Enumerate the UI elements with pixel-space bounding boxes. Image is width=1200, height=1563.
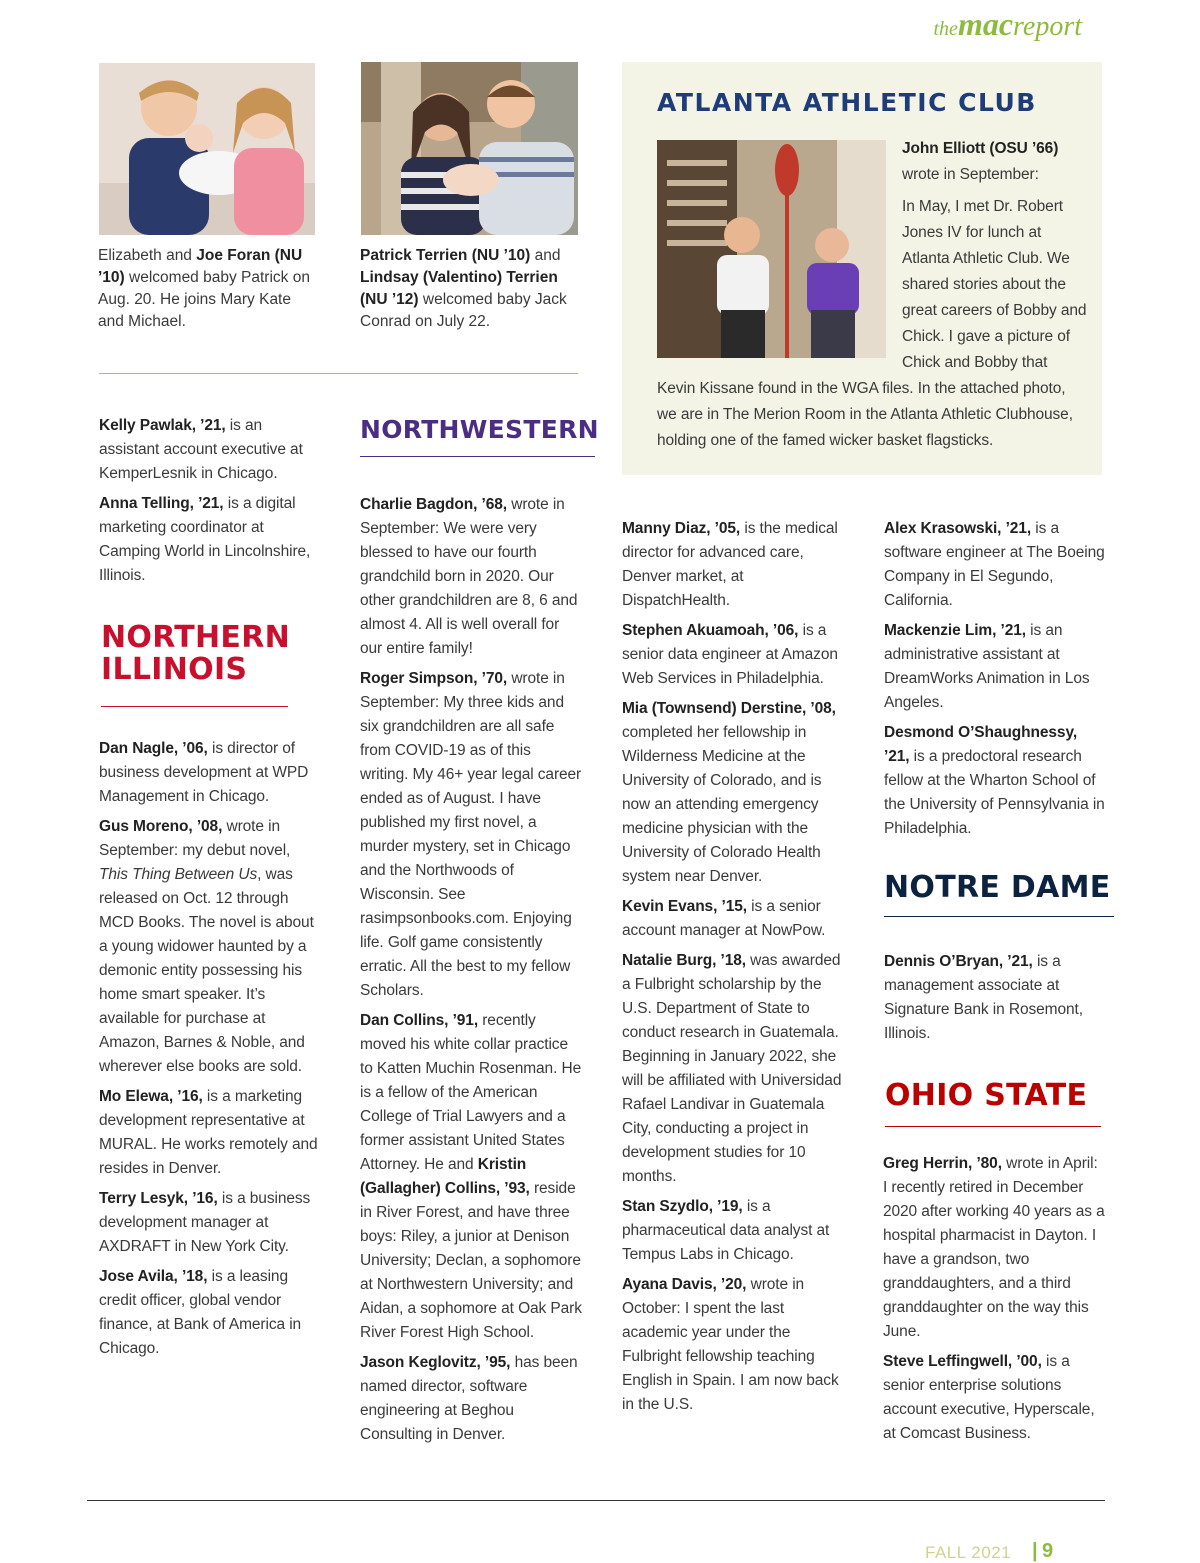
ohio-state-heading: OHIO STATE [885,1078,1088,1113]
column-1-top [99,414,314,594]
northwestern-rule [360,456,595,457]
list-item [622,517,844,613]
photo-aac-flagstick [657,140,886,358]
logo-mac: mac [957,6,1014,42]
alum-note: is a leasing credit officer, global vendor finance, at Bank of America in Chicago. [99,1268,302,1357]
alum-name: Stan Szydlo, ’19, [622,1198,743,1215]
book-title: This Thing Between Us [99,866,258,883]
alum-note: is director of business development at WPD Management in Chicago. [99,740,309,805]
list-item [99,1085,319,1181]
photo-foran-children [99,63,315,235]
aac-lead: wrote in September: [902,166,1039,183]
alum-name: Steve Leffingwell, ’00, [883,1353,1042,1370]
column-4-bottom [883,1152,1105,1452]
ohio-state-rule [885,1126,1101,1127]
list-item [622,1273,844,1417]
alum-name: Ayana Davis, ’20, [622,1276,747,1293]
photo-terrien-family [361,62,578,235]
alum-name: Manny Diaz, ’05, [622,520,741,537]
list-item [360,1351,582,1447]
list-item [99,815,319,1079]
caption-text: welcomed baby Jack Conrad on July 22. [360,291,567,330]
aac-author: John Elliott (OSU ’66) [902,140,1059,157]
alum-note: is a senior account manager at NowPow. [622,898,826,939]
list-item [884,950,1106,1046]
list-item [99,737,319,809]
alum-note: recently moved his white collar practice to Katten Muchin Rosenman. He is a fellow of the American College of Trial Lawyers and a former assistant United States Attorney. He and [360,1012,582,1173]
caption-text: Elizabeth and [98,247,197,264]
aac-intro [902,136,1092,188]
northwestern-heading: NORTHWESTERN [360,415,599,444]
caption-name: Joe Foran (NU ’10) [98,247,303,286]
column-1-bottom [99,737,319,1367]
alum-name: Kelly Pawlak, ’21, [99,417,226,434]
list-item [883,1350,1105,1446]
column-2 [360,493,582,1453]
aac-body-top: In May, I met Dr. Robert Jones IV for lunch at Atlanta Athletic Club. We shared stories about the great careers of Bobby and Chick. I gave a picture of Chick and Bobby that [902,198,1087,371]
list-item [360,1009,582,1345]
alum-note: is the medical director for advanced care, Denver market, at DispatchHealth. [622,520,838,609]
list-item [99,1187,319,1259]
notre-dame-heading: NOTRE DAME [884,870,1111,905]
list-item [883,1152,1105,1344]
list-item [360,493,582,661]
alum-note: is an assistant account executive at KemperLesnik in Chicago. [99,417,303,482]
alum-note: reside in River Forest, and have three boys: Riley, a junior at Denison University; Declan, a sophomore at Northwestern University; and Aidan, a sophomore at Oak Park River Forest High School. [360,1180,582,1341]
niu-rule [101,706,288,707]
alum-note: wrote in September: my debut novel, [99,818,291,859]
list-item [884,517,1106,613]
alum-note: is a management associate at Signature Bank in Rosemont, Illinois. [884,953,1083,1042]
alum-name: Mo Elewa, ’16, [99,1088,203,1105]
list-item [622,895,844,943]
list-item [884,721,1106,841]
page-number: 9 [1042,1540,1054,1562]
alum-note: is a software engineer at The Boeing Company in El Segundo, California. [884,520,1105,609]
alum-name: Greg Herrin, ’80, [883,1155,1002,1172]
alum-note: is a pharmaceutical data analyst at Tempus Labs in Chicago. [622,1198,830,1263]
alum-name: Kevin Evans, ’15, [622,898,747,915]
alum-note: is a predoctoral research fellow at the Wharton School of the University of Pennsylvania in Philadelphia. [884,748,1105,837]
alum-note: wrote in September: My three kids and six grandchildren are all safe from COVID-19 as of this writing. My 46+ year legal career ended as of August. I have published my first novel, a murder mystery, set in Chicago and the Northwoods of Wisconsin. See rasimpsonbooks.com. Enjoying life. Golf game consistently erratic. All the best to my fellow Scholars. [360,670,582,999]
list-item [99,1265,319,1361]
list-item [622,619,844,691]
caption-name: Lindsay (Valentino) Terrien (NU ’12) [360,269,558,308]
alum-note: is an administrative assistant at DreamWorks Animation in Los Angeles. [884,622,1090,711]
alum-name: Gus Moreno, ’08, [99,818,223,835]
caption-name: Patrick Terrien (NU ’10) [360,247,531,264]
caption-text: and [530,247,561,264]
alum-note: wrote in October: I spent the last academic year under the Fulbright fellowship teaching English in Spain. I am now back in the U.S. [622,1276,839,1413]
logo-the: the [933,18,958,40]
alum-note: is a digital marketing coordinator at Camping World in Lincolnshire, Illinois. [99,495,311,584]
aac-heading: ATLANTA ATHLETIC CLUB [657,88,1037,117]
alum-note: is a marketing development representative at MURAL. He works remotely and resides in Denver. [99,1088,318,1177]
alum-name: Jason Keglovitz, ’95, [360,1354,511,1371]
list-item [99,414,314,486]
caption-foran [98,245,318,333]
list-item [360,667,582,1003]
alum-note: wrote in April: I recently retired in December 2020 after working 40 years as a hospital pharmacist in Dayton. I have a grandson, two granddaughters, and a third granddaughter on the way this June. [883,1155,1105,1340]
niu-heading-line1: NORTHERN [101,620,291,655]
alum-note: is a business development manager at AXDRAFT in New York City. [99,1190,311,1255]
list-item [622,697,844,889]
column-4-mid [884,950,1106,1052]
alum-name: Alex Krasowski, ’21, [884,520,1032,537]
alum-name: Roger Simpson, ’70, [360,670,508,687]
footer-rule [87,1500,1105,1501]
list-item [622,1195,844,1267]
alum-name: Kristin (Gallagher) Collins, ’93, [360,1156,530,1197]
column-4-top [884,517,1106,847]
alum-note: was awarded a Fulbright scholarship by the U.S. Department of State to conduct research in Guatemala. Beginning in January 2022, she will be affiliated with Universidad Rafael Landivar in Guatemala City, conducting a project in development studies for 10 months. [622,952,842,1185]
alum-name: Dan Collins, ’91, [360,1012,479,1029]
alum-name: Mia (Townsend) Derstine, ’08, [622,700,836,717]
alum-name: Dan Nagle, ’06, [99,740,208,757]
niu-heading [101,622,311,685]
alum-note: wrote in September: We were very blessed to have our fourth grandchild born in 2020. Our other grandchildren are 8, 6 and almost 4. All is well overall for our entire family! [360,496,578,657]
alum-note: , was released on Oct. 12 through MCD Books. The novel is about a young widower haunted by a demonic entity possessing his home smart speaker. It’s available for purchase at Amazon, Barnes & Noble, and wherever else books are sold. [99,866,314,1075]
notre-dame-rule [884,916,1114,917]
niu-heading-line2: ILLINOIS [101,651,248,687]
alum-note: has been named director, software engineering at Beghou Consulting in Denver. [360,1354,578,1443]
caption-terrien [360,245,580,333]
alum-name: Anna Telling, ’21, [99,495,224,512]
alum-name: Natalie Burg, ’18, [622,952,746,969]
alum-note: is a senior enterprise solutions account executive, Hyperscale, at Comcast Business. [883,1353,1095,1442]
alum-name: Dennis O’Bryan, ’21, [884,953,1033,970]
alum-name: Jose Avila, ’18, [99,1268,208,1285]
alum-name: Desmond O’Shaughnessy, ’21, [884,724,1078,765]
list-item [99,492,314,588]
alum-note: completed her fellowship in Wilderness Medicine at the University of Colorado, and is now an attending emergency medicine physician with the University of Colorado Health system near Denver. [622,724,822,885]
footer-season: FALL 2021 [925,1543,1012,1562]
list-item [622,949,844,1189]
list-item [884,619,1106,715]
section-divider [99,373,578,374]
alum-name: Mackenzie Lim, ’21, [884,622,1026,639]
masthead-logo [934,6,1083,43]
column-3 [622,517,844,1423]
alum-note: is a senior data engineer at Amazon Web Services in Philadelphia. [622,622,838,687]
alum-name: Charlie Bagdon, ’68, [360,496,508,513]
aac-body-bottom: Kevin Kissane found in the WGA files. In the attached photo, we are in The Merion Room in the Atlanta Athletic Clubhouse, holding one of the famed wicker basket flagsticks. [657,380,1073,449]
footer-separator: | [1032,1540,1038,1562]
caption-text: welcomed baby Patrick on Aug. 20. He joins Mary Kate and Michael. [98,269,310,330]
alum-name: Terry Lesyk, ’16, [99,1190,218,1207]
alum-name: Stephen Akuamoah, ’06, [622,622,799,639]
logo-report: report [1013,11,1082,42]
